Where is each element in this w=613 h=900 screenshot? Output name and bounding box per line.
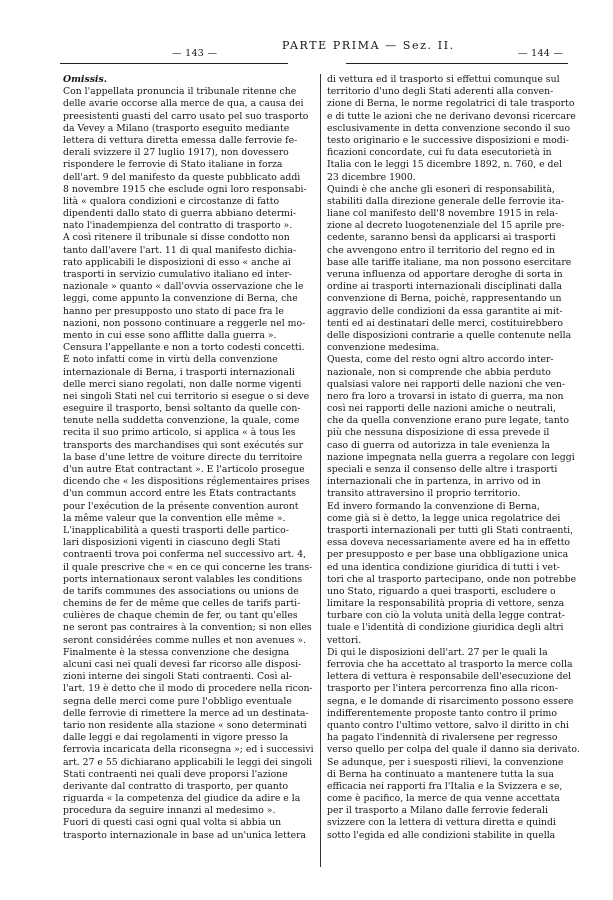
text-line: tario non residente alla stazione « sono determinati [63,719,307,731]
text-line: culières de chaque chemin de fer, ou tant qu'elles [63,610,298,622]
text-line: 23 dicembre 1900. [327,171,416,183]
text-line: transports des marchandises qui sont exécutés sur [63,439,304,451]
text-line: delle disposizioni contrarie a quelle contenute nella [327,329,572,341]
text-line: quanto contro l'ultimo vettore, salvo il diritto in chi [327,719,569,731]
text-line: nero fra loro a trovarsi in istato di guerra, ma non [327,390,564,402]
text-line: nazioni, non possono continuare a reggerle nel mo- [63,317,306,329]
text-line: lità « qualora condizioni e circostanze di fatto [63,195,280,207]
text-line: dipendenti dallo stato di guerra abbiano determi- [63,208,297,220]
text-line: hanno per presupposto uno stato di pace fra le [63,305,284,317]
text-line: tuale e l'identità di condizione giuridica degli altri [327,622,564,634]
running-title: PARTE PRIMA — Sez. II. [282,39,455,52]
text-line: leggi, come appunto la convenzione di Berna, che [63,293,298,305]
text-line: la base d'une lettre de voiture directe du territoire [63,451,303,463]
text-line: indifferentemente proposte tanto contro il primo [327,707,557,719]
text-line: la même valeur que la convention elle même ». [63,512,286,524]
text-line: lettera di vettura diretta emessa dalle ferrovie fe- [63,134,298,146]
text-line: nato l'inadempienza del contratto di trasporto ». [63,220,293,232]
text-line: Di qui le disposizioni dell'art. 27 per le quali la [327,646,548,658]
text-line: trasporto internazionale in base ad un'unica lettera [63,829,307,841]
text-line: zione di Berna, le norme regolatrici di tale trasporto [327,98,575,110]
text-line: internazionale di Berna, i trasporti internazionali [63,366,295,378]
text-line: segna, e le domande di risarcimento possono essere [327,695,574,707]
text-line: aggravio delle condizioni da essa garantite ai mit- [327,305,563,317]
text-line: ne seront pas contraires à la convention; si non elles [63,622,312,634]
text-line: art. 27 e 55 dichiarano applicabili le leggi dei singoli [63,756,313,768]
text-line: Fuori di questi casi ogni qual volta si abbia un [63,817,282,829]
text-line: speciali e senza il consenso delle altre i trasporti [327,464,558,475]
text-line: che da quella convenzione erano pure legate, tanto [327,415,570,427]
text-line: seront considérées comme nulles et non avenues ». [63,634,307,646]
text-line: essa doveva necessariamente avere ed ha in effetto [327,537,571,549]
text-line: tori che al trasporto partecipano, onde non potrebbe [327,573,577,585]
text-line: Finalmente è la stessa convenzione che designa [63,646,290,658]
text-line: dicendo che « les dispositions réglementaires prises [63,476,310,488]
text-line: da Vevey a Milano (trasporto eseguito mediante [63,122,290,134]
text-line: veruna influenza od apportare deroghe di sorta in [327,269,563,280]
text-line: così nei rapporti delle nazioni amiche o neutrali, [327,403,556,415]
text-line: zione al decreto luogotenenziale del 15 aprile pre- [327,220,565,232]
text-line: base alle tariffe italiane, ma non possono esercitare [327,256,572,268]
page-header [60,38,568,64]
text-line: rato applicabili le disposizioni di esso « anche ai [63,256,291,268]
text-line: nazionale » quanto « dall'ovvia osservazione che le [63,281,304,293]
text-line: per il trasporto a Milano dalle ferrovie federali [327,805,548,817]
text-line: lettera di vettura è responsabile dell'esecuzione del [327,671,572,683]
text-line: recita il suo primo articolo, si applica « à tous les [63,427,296,439]
text-line: L'inapplicabilità a questi trasporti delle partico- [63,524,289,536]
text-line: Stati contraenti nei quali deve proporsi l'azione [63,768,288,780]
left-text-column [63,74,316,842]
text-line: liane col manifesto dell'8 novembre 1915 in rela- [327,208,558,220]
text-line: dell'art. 9 del manifesto da queste pubblicato addì [63,171,301,183]
text-line: verso quello per colpa del quale il danno sia derivato. [327,744,580,756]
text-line: tanto dall'avere l'art. 11 di qual manifesto dichia- [63,244,297,256]
text-line: delle ferrovie di rimettere la merce ad un destinata- [63,707,309,719]
text-line: Censura l'appellante e non a torto codesti concetti. [63,342,305,354]
text-line: riguarda « la competenza del giudice da adire e la [63,793,301,805]
text-line: cedente, saranno bensì da applicarsi ai trasporti [327,232,556,244]
text-line: il quale prescrive che « en ce qui concerne les trans- [63,561,313,573]
text-line: segna delle merci come pure l'obbligo eventuale [63,695,292,707]
text-line: tenti ed ai destinatari delle merci, costituirebbero [327,317,563,329]
text-line: ha pagato l'indennità di rivalersene per regresso [327,732,558,744]
header-rule-left [60,63,288,64]
header-rule-right [346,63,568,64]
text-line: nazione impegnata nella guerra a regolare con leggi [327,451,575,463]
text-line: svizzere con la lettera di vettura diretta e quindi [327,817,556,829]
text-line: eseguire il trasporto, bensì soltanto da quelle con- [63,403,301,415]
text-line: lari disposizioni vigenti in ciascuno degli Stati [63,537,281,549]
text-line: esclusivamente in detta convenzione secondo il suo [327,122,571,134]
text-line: contraenti trova poi conferma nel successivo art. 4, [63,549,307,561]
text-line: qualsiasi valore nei rapporti delle nazioni che ven- [327,378,566,390]
text-line: territorio d'uno degli Stati aderenti alla conven- [327,86,554,98]
text-line: come già si è detto, la legge unica regolatrice dei [327,512,561,524]
text-line: come è pacifico, la merce de qua venne accettata [327,793,560,805]
text-line: de tarifs communes des associations ou unions de [63,585,299,597]
text-line: di Berna ha continuato a mantenere tutta la sua [327,768,554,780]
text-line: Omissis. [63,74,107,85]
text-line: uno Stato, riguardo a quei trasporti, escludere o [327,585,556,597]
right-page-number: — 144 — [518,48,564,59]
text-line: trasporti in servizio cumulativo italiano ed inter- [63,269,292,280]
text-line: limitare la responsabilità propria di vettore, senza [327,598,565,610]
text-line: trasporti internazionali per tutti gli Stati contraenti, [327,524,574,536]
text-line: d'un commun accord entre les États contractants [63,488,297,500]
text-line: ed una identica condizione giuridica di tutti i vet- [327,561,560,573]
text-line: zioni interne dei singoli Stati contraenti. Così al- [63,671,293,683]
text-line: internazionali che in partenza, in arrivo od in [327,476,541,488]
text-line: d'un autre État contractant ». E l'articolo prosegue [63,464,305,475]
text-line: efficacia nei rapporti fra l'Italia e la Svizzera e se, [327,780,563,792]
text-line: sotto l'egida ed alle condizioni stabilite in quella [327,829,556,841]
text-line: per presupposto e per base una obbligazione unica [327,549,569,561]
text-line: delle avarie occorse alla merce de qua, a causa dei [63,98,304,110]
text-line: procedura da seguire innanzi al medesimo ». [63,805,276,817]
text-line: 8 novembre 1915 che esclude ogni loro responsabi- [63,183,307,195]
text-line: nei singoli Stati nel cui territorio si esegue o si deve [63,390,310,402]
text-line: alcuni casi nei quali devesi far ricorso alle disposi- [63,659,302,670]
text-line: testo originario e le successive disposizioni e modi- [327,134,569,146]
text-line: ferrovia che ha accettato al trasporto la merce colla [327,659,573,670]
text-line: pour l'exécution de la présente convention auront [63,500,299,512]
right-text-column [327,74,580,842]
text-line: rispondere le ferrovie di Stato italiane in forza [63,159,283,171]
left-page-number: — 143 — [172,48,218,59]
text-line: che avvengono entro il territorio del regno ed in [327,244,555,256]
text-line: dalle leggi e dai regolamenti in vigore presso la [63,732,289,744]
text-line: più che nessuna disposizione di essa prevede il [327,427,550,439]
column-separator [320,74,321,867]
text-line: transito attraversino il proprio territorio. [327,488,521,500]
text-line: di vettura ed il trasporto si effettui comunque sul [327,74,560,85]
text-line: convenzione di Berna, poichè, rappresentando un [327,293,562,305]
text-line: Questa, come del resto ogni altro accordo inter- [327,354,554,366]
text-line: vettori. [327,634,362,646]
text-line: ferrovia incaricata della riconsegna »; ed i successivi [63,744,314,756]
text-line: caso di guerra od autorizza in tale evenienza la [327,439,551,451]
text-line: ordine ai trasporti internazionali disciplinati dalla [327,281,563,293]
text-line: turbare con ciò la voluta unità della legge contrat- [327,610,565,622]
text-line: preesistenti guasti del carro usato pel suo trasporto [63,110,309,122]
text-line: A così ritenere il tribunale si disse condotto non [63,232,290,244]
text-line: chemins de fer de même que celles de tarifs parti- [63,598,301,610]
text-line: mento in cui esse sono afflitte dalla guerra ». [63,329,277,341]
text-line: stabiliti dalla direzione generale delle ferrovie ita- [327,195,565,207]
text-line: Se adunque, per i suesposti rilievi, la convenzione [327,756,564,768]
text-line: Italia con le leggi 15 dicembre 1892, n. 760, e del [327,159,562,171]
text-line: Con l'appellata pronuncia il tribunale ritenne che [63,86,297,98]
text-line: ficazioni concordate, cui fu data esecutorietà in [327,147,552,159]
text-line: delle merci siano regolati, non dalle norme vigenti [63,378,302,390]
text-line: l'art. 19 è detto che il modo di procedere nella ricon- [63,683,313,695]
text-line: trasporto per l'intera percorrenza fino alla ricon- [327,683,558,695]
text-line: e di tutte le azioni che ne derivano devonsi ricercare [327,110,576,122]
text-line: Quindi è che anche gli esoneri di responsabilità, [327,183,555,195]
text-line: È noto infatti come in virtù della convenzione [63,354,278,366]
text-line: nazionale, non si comprende che abbia perduto [327,366,551,378]
text-line: ports internationaux seront valables les conditions [63,573,303,585]
text-line: Ed invero formando la convenzione di Berna, [327,500,540,512]
text-line: convenzione medesima. [327,342,440,354]
text-line: tenute nella suddetta convenzione, la quale, come [63,415,300,427]
text-line: derivante dal contratto di trasporto, per quanto [63,780,289,792]
text-line: derali svizzere il 27 luglio 1917), non dovessero [63,147,289,159]
